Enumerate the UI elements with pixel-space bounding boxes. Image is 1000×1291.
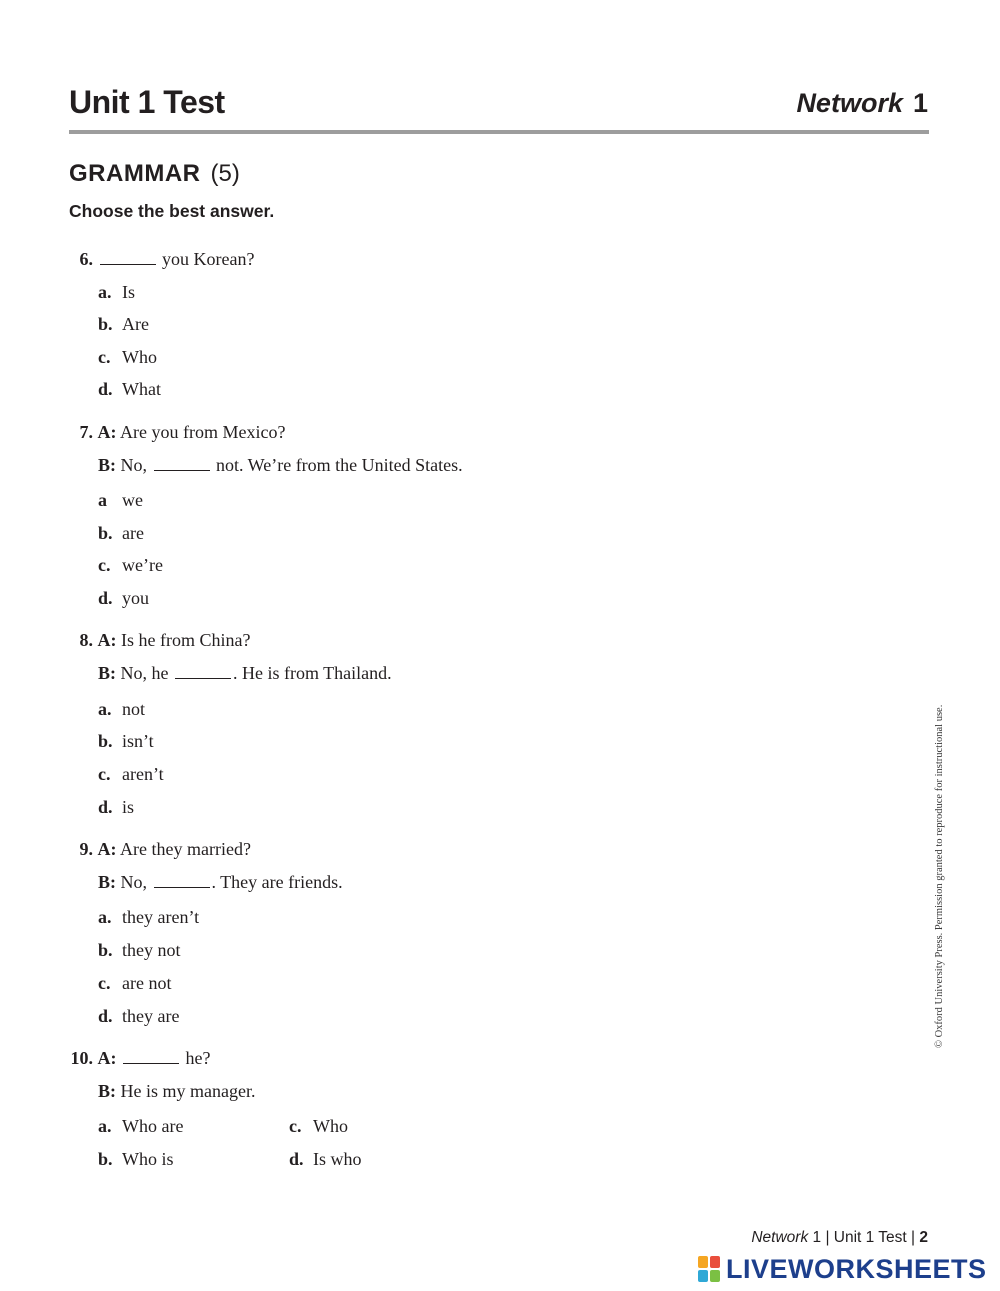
logo-text: LIVEWORKSHEETS [726,1253,987,1284]
speaker-b-text-after: not. We’re from the United States. [216,455,463,475]
option-8c[interactable] [98,764,164,785]
speaker-b-label: B: [98,663,116,683]
option-letter: c. [98,555,111,575]
option-8b[interactable] [98,731,154,752]
speaker-a-text: Are they married? [120,839,251,859]
option-text: What [122,379,161,399]
question-8-line-a [69,630,250,651]
option-letter: b. [98,1149,113,1169]
question-8-line-b [98,663,392,684]
speaker-a-text: Is he from China? [121,630,251,650]
answer-blank[interactable] [100,250,156,265]
page-title: Unit 1 Test [69,84,225,120]
option-text: they not [122,940,181,960]
option-9a[interactable] [98,907,199,928]
logo-tile [698,1256,708,1268]
question-number: 9. [79,839,93,859]
option-letter: d. [98,797,113,817]
question-9-line-b [98,872,343,893]
speaker-a-text-after: he? [185,1048,211,1068]
option-text: are not [122,973,172,993]
option-letter: d. [98,588,113,608]
speaker-b-text-before: No, [120,872,147,892]
page-footer [751,1229,928,1247]
footer-text: 1 | Unit 1 Test | [812,1229,916,1246]
option-10c[interactable] [289,1116,348,1137]
header-divider [69,130,929,134]
option-text: isn’t [122,731,154,751]
option-letter: c. [98,764,111,784]
option-letter: b. [98,523,113,543]
book-name: Network [796,88,903,118]
question-number: 8. [79,630,93,650]
option-text: they aren’t [122,907,200,927]
option-6d[interactable] [98,379,161,400]
speaker-a-label: A: [97,1048,117,1068]
logo-tile [710,1256,720,1268]
answer-blank[interactable] [175,664,231,679]
answer-blank[interactable] [154,456,210,471]
question-9-line-a [69,839,251,860]
section-name: GRAMMAR [69,160,201,187]
option-7b[interactable] [98,523,144,544]
speaker-b-text-before: No, he [120,663,169,683]
option-text: aren’t [122,764,164,784]
answer-blank[interactable] [123,1049,179,1064]
option-text: Who are [122,1116,184,1136]
option-text: Is who [313,1149,362,1169]
option-text: Who [122,347,157,367]
question-10-line-b [98,1081,255,1102]
option-text: they are [122,1006,180,1026]
section-points: (5) [210,160,240,187]
option-6a[interactable] [98,282,135,303]
option-letter: a. [98,1116,112,1136]
liveworksheets-logo [698,1253,987,1285]
speaker-b-label: B: [98,1081,116,1101]
option-text: we’re [122,555,163,575]
option-6c[interactable] [98,347,157,368]
option-7c[interactable] [98,555,163,576]
question-number: 10. [70,1048,93,1068]
option-letter: a. [98,282,112,302]
option-letter: b. [98,314,113,334]
footer-book: Network [751,1229,809,1246]
option-letter: c. [98,973,111,993]
option-text: Is [122,282,135,302]
option-8d[interactable] [98,797,134,818]
option-9b[interactable] [98,940,181,961]
speaker-b-text-before: No, [120,455,147,475]
option-letter: b. [98,940,113,960]
option-letter: a. [98,907,112,927]
answer-blank[interactable] [154,873,210,888]
speaker-b-label: B: [98,872,116,892]
instructions: Choose the best answer. [69,201,275,221]
option-6b[interactable] [98,314,149,335]
question-number: 6. [79,249,93,269]
option-letter: c. [289,1116,302,1136]
book-level: 1 [912,88,928,118]
speaker-a-text: Are you from Mexico? [120,422,286,442]
speaker-a-label: A: [97,839,117,859]
option-letter: c. [98,347,111,367]
copyright-notice: © Oxford University Press. Permission granted to reproduce for instructional use. [934,704,945,1048]
option-letter: a. [98,699,112,719]
option-text: Who is [122,1149,174,1169]
logo-tile [710,1270,720,1282]
option-9d[interactable] [98,1006,179,1027]
speaker-b-text: He is my manager. [120,1081,256,1101]
option-text: is [122,797,135,817]
option-text: Are [122,314,149,334]
logo-icon [698,1256,720,1282]
option-letter: b. [98,731,113,751]
question-6-prompt [69,249,254,270]
option-9c[interactable] [98,973,171,994]
option-text: Who [313,1116,348,1136]
option-letter: d. [98,1006,113,1026]
option-letter: d. [98,379,113,399]
option-10d[interactable] [289,1149,362,1170]
speaker-b-text-after: . He is from Thailand. [233,663,392,683]
option-letter: d. [289,1149,304,1169]
option-text: we [122,490,143,510]
option-8a[interactable] [98,699,145,720]
section-heading [69,160,240,188]
speaker-b-label: B: [98,455,116,475]
book-title [796,88,928,119]
option-text: are [122,523,144,543]
question-number: 7. [79,422,93,442]
option-letter: a [98,490,107,510]
page-number: 2 [919,1229,928,1246]
option-10b[interactable] [98,1149,174,1170]
option-text: not [122,699,146,719]
question-7-line-a [69,422,285,443]
option-7a[interactable] [98,490,143,511]
question-7-line-b [98,455,463,476]
prompt-text: you Korean? [162,249,255,269]
logo-tile [698,1270,708,1282]
speaker-a-label: A: [97,422,117,442]
option-text: you [122,588,149,608]
option-10a[interactable] [98,1116,183,1137]
speaker-a-label: A: [97,630,117,650]
speaker-b-text-after: . They are friends. [211,872,343,892]
option-7d[interactable] [98,588,149,609]
question-10-line-a [69,1048,210,1069]
